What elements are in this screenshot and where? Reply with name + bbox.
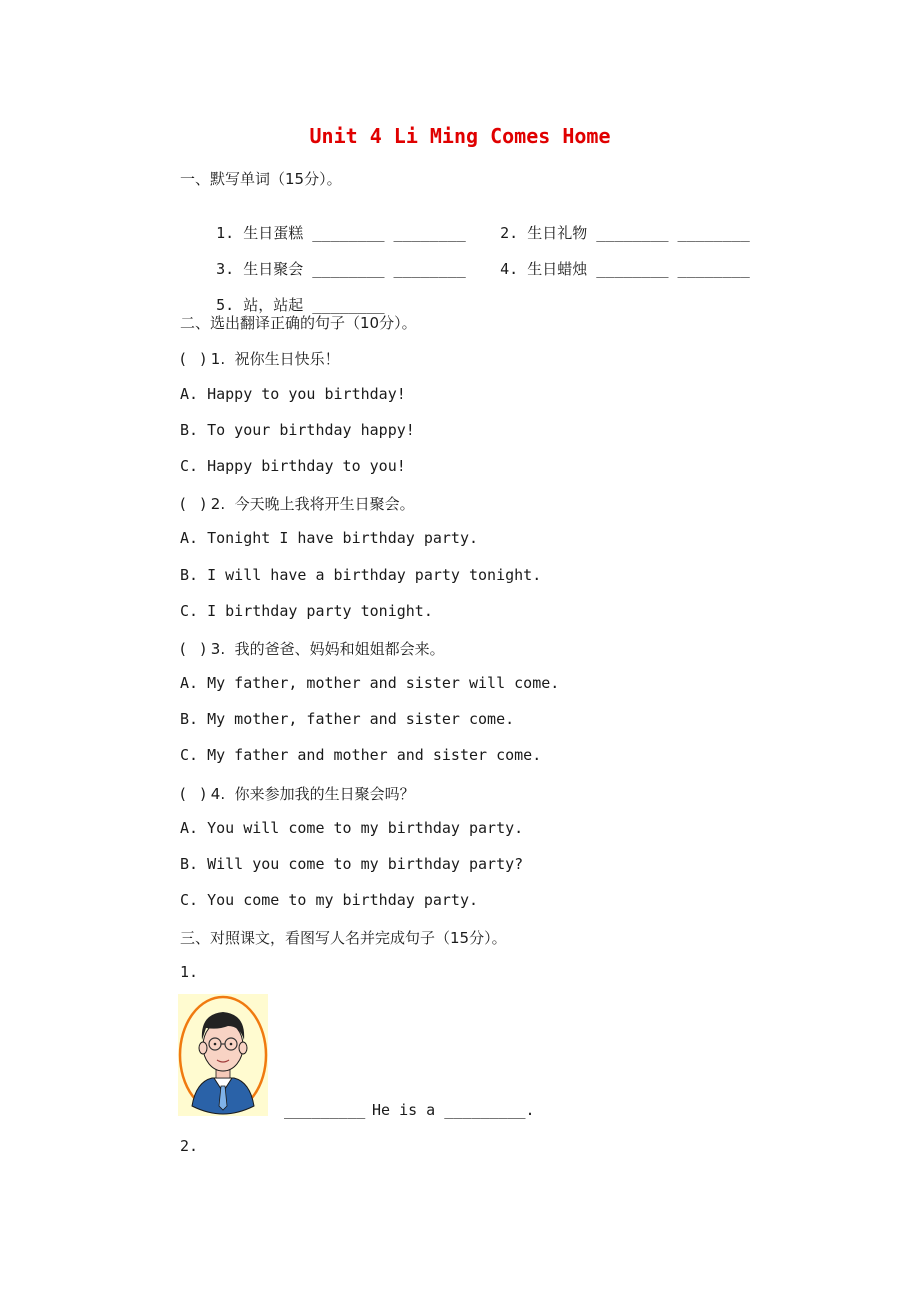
option-b: B. I will have a birthday party tonight. — [180, 566, 542, 584]
item-text: 生日聚会 — [243, 260, 304, 278]
name-blank: _________ — [284, 1101, 366, 1119]
option-b: B. Will you come to my birthday party? — [180, 855, 524, 873]
item-text: 生日蜡烛 — [527, 260, 588, 278]
section2-heading: 二、选出翻译正确的句子（10分）。 — [180, 314, 417, 332]
option-c: C. Happy birthday to you! — [180, 457, 406, 475]
section1-heading: 一、默写单词（15分）。 — [180, 170, 342, 188]
item-number: 2. — [180, 1137, 199, 1155]
sentence-blank: He is a _________. — [372, 1101, 535, 1119]
man-portrait-image — [178, 994, 268, 1116]
item-number: 4. — [500, 260, 519, 278]
option-a: A. Tonight I have birthday party. — [180, 529, 479, 547]
page-title: Unit 4 Li Ming Comes Home — [309, 124, 611, 148]
item-text: 站，站起 — [243, 296, 304, 314]
option-c: C. My father and mother and sister come. — [180, 746, 542, 764]
answer-blank: ________ — [312, 296, 385, 314]
section3-heading: 三、对照课文，看图写人名并完成句子（15分）。 — [180, 929, 507, 947]
option-a: A. My father, mother and sister will come. — [180, 674, 560, 692]
item-number: 5. — [216, 296, 235, 314]
answer-blank: ________ ________ — [312, 260, 466, 278]
option-b: B. To your birthday happy! — [180, 421, 415, 439]
question-stem: ( ) 3. 我的爸爸、妈妈和姐姐都会来。 — [180, 640, 445, 658]
answer-blank: ________ ________ — [596, 224, 750, 242]
item-number: 3. — [216, 260, 235, 278]
answer-blank: ________ ________ — [596, 260, 750, 278]
item-text: 生日蛋糕 — [243, 224, 304, 242]
option-b: B. My mother, father and sister come. — [180, 710, 515, 728]
option-c: C. You come to my birthday party. — [180, 891, 479, 909]
item-number: 1. — [180, 963, 199, 981]
option-a: A. You will come to my birthday party. — [180, 819, 524, 837]
answer-blank: ________ ________ — [312, 224, 466, 242]
item-number: 1. — [216, 224, 235, 242]
item-text: 生日礼物 — [527, 224, 588, 242]
vocab-item — [464, 240, 750, 297]
option-a: A. Happy to you birthday! — [180, 385, 406, 403]
question-stem: ( ) 4. 你来参加我的生日聚会吗？ — [180, 785, 415, 803]
option-c: C. I birthday party tonight. — [180, 602, 433, 620]
item-number: 2. — [500, 224, 519, 242]
question-stem: ( ) 1. 祝你生日快乐！ — [180, 350, 340, 368]
question-stem: ( ) 2. 今天晚上我将开生日聚会。 — [180, 495, 415, 513]
